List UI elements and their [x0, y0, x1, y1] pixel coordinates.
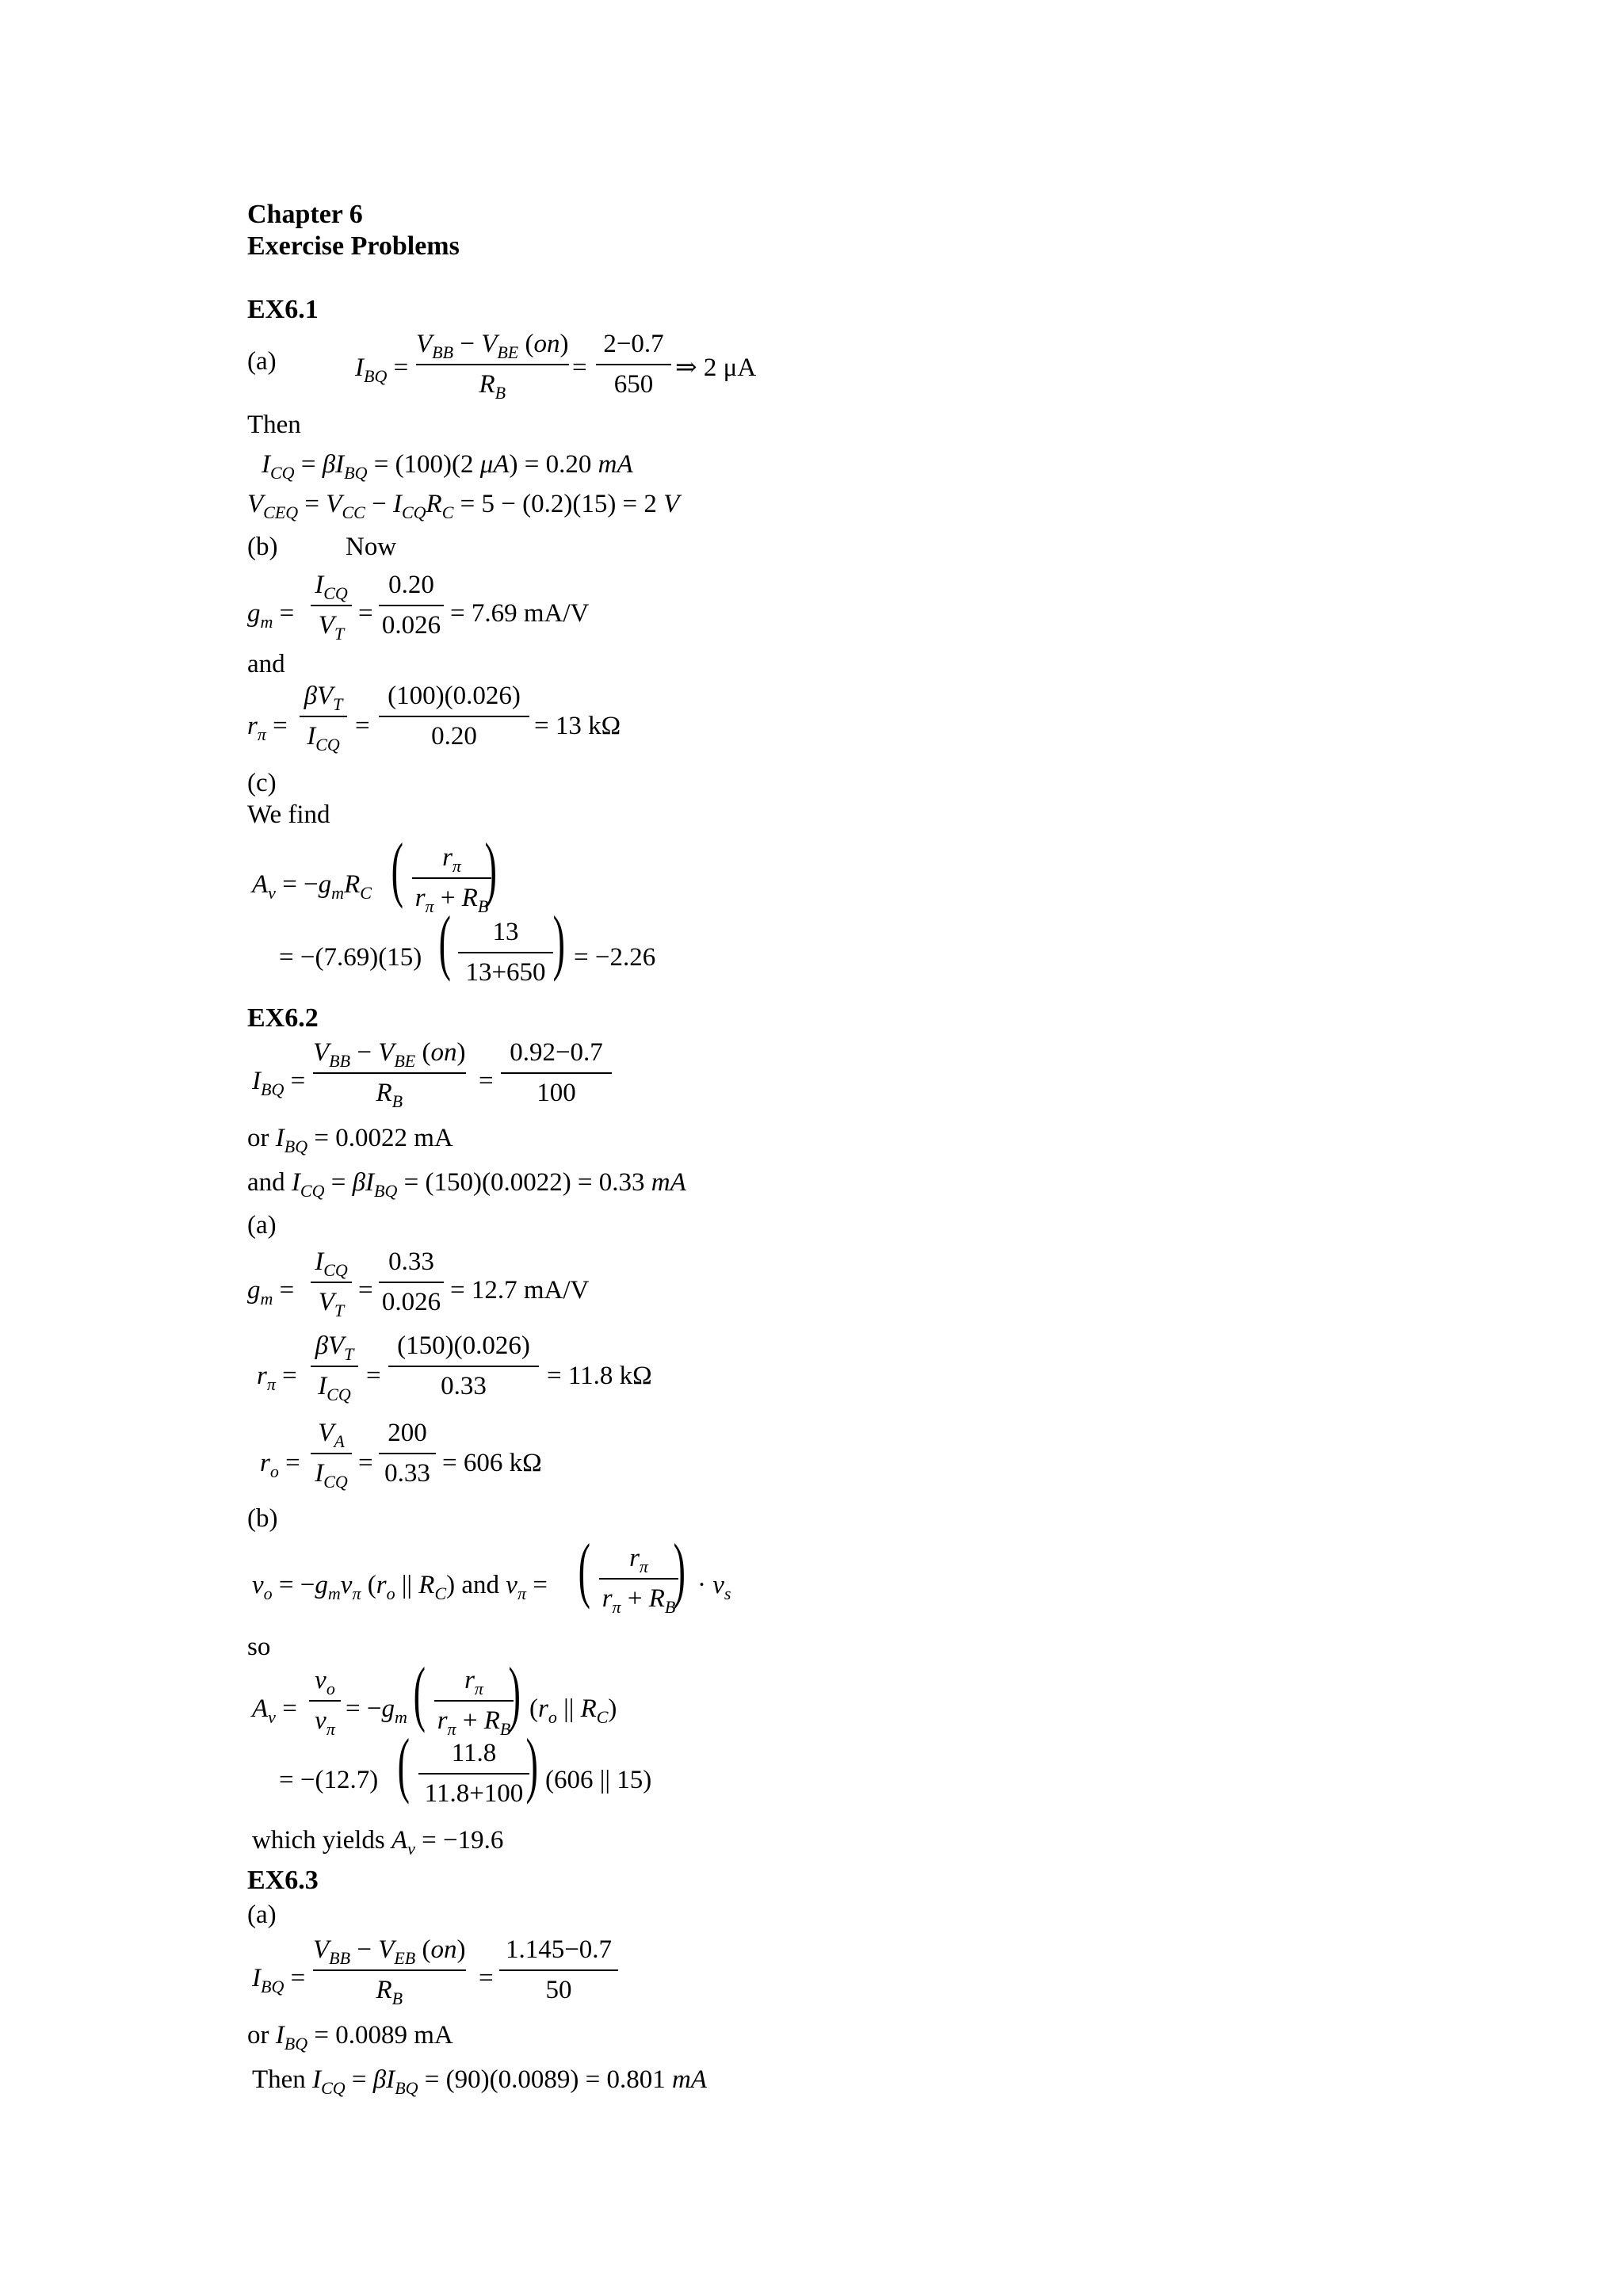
ex62-gm-lhs: $g_m$ = [247, 1276, 295, 1308]
ex62-ro-den: 0.33 [379, 1453, 436, 1487]
ex63-ibq-frac1: $V_{BB} - V_{EB}$ (on) $R_B$ [313, 1935, 466, 2008]
ex62-av-rparen: ) [508, 1652, 521, 1733]
ex62-or-ibq: 0.0022 mA [335, 1124, 453, 1152]
ex62-gm-frac2 [379, 1249, 444, 1316]
ex62-yields-line: which yields $A_v = -19.6$ [252, 1826, 504, 1859]
ex63-ibq-den: 50 [499, 1969, 618, 2004]
ex63-ibq-frac2 [499, 1937, 618, 2004]
ex61-gm-lhs: $g_m$ = [247, 599, 295, 632]
ex61-av-lhs: $A_v = -g_mR_C$ [252, 870, 372, 903]
ex61-gm-den: 0.026 [379, 605, 444, 639]
section-subtitle: Exercise Problems [247, 231, 460, 261]
ex62-av2-rparen: ) [525, 1724, 538, 1805]
ex61-ibq-den: 650 [596, 364, 671, 398]
ex61-b-label: (b) [247, 533, 278, 561]
ex62-ibq-lhs: $I_{BQ}$ = [252, 1067, 306, 1099]
ex62-ro-frac2 [379, 1420, 436, 1487]
ex61-icq-line: $I_{CQ} = \beta I_{BQ} = (100)(2$ μA) = 0.20 mA [262, 450, 633, 483]
ex61-av-pre: = −(7.69)(15) [279, 943, 422, 972]
ex61-gm-result: = 7.69 mA/V [450, 599, 590, 628]
ex62-gm-num: 0.33 [388, 1247, 434, 1276]
ex62-ro-frac1: $V_A$ $I_{CQ}$ [311, 1420, 352, 1487]
ex61-gm-num: 0.20 [388, 571, 434, 599]
ex62-ibq-eq: = [479, 1067, 494, 1095]
ex62-vpi-rparen: ) [673, 1529, 685, 1610]
ex61-a-label: (a) [247, 347, 277, 376]
ex62-title: EX6.2 [247, 1003, 319, 1033]
ex61-av-frac1: $\frac{r_\pi}{r_\pi + R_B}$ [412, 845, 491, 911]
ex61-rpi-lhs: $r_\pi$ = [247, 712, 288, 744]
ex62-av-frac-vo: $\frac{v_o}{v_\pi}$ [309, 1668, 341, 1734]
ex63-then-line: Then $I_{CQ} = \beta I_{BQ} = (90)(0.0089) = 0.801$ mA [252, 2065, 707, 2098]
ex61-ibq-result: ⇒ 2 μA [675, 353, 757, 382]
ex62-av-lhs: $A_v$ = [252, 1694, 297, 1727]
ex62-rpi-lhs: $r_\pi$ = [257, 1362, 297, 1394]
ex62-rpi-frac2 [388, 1333, 539, 1400]
ex61-av-den2: 13+650 [458, 952, 553, 986]
ex61-av-result: = −2.26 [574, 943, 656, 972]
ex62-vpi-frac: $\frac{r_\pi}{r_\pi + R_B}$ [599, 1545, 678, 1612]
ex62-av-post: (606 || 15) [545, 1766, 652, 1794]
ex61-then: Then [247, 411, 301, 439]
ex63-or-ibq: 0.0089 mA [335, 2021, 453, 2050]
ex62-vpi-lparen: ( [578, 1529, 590, 1610]
ex63-ibq-lhs: $I_{BQ}$ = [252, 1964, 306, 1996]
ex61-rpi-eq: = [355, 712, 370, 740]
ex61-av2-lparen: ( [438, 901, 451, 982]
ex62-ro-num: 200 [388, 1419, 427, 1447]
ex63-title: EX6.3 [247, 1866, 319, 1895]
ex61-c-label: (c) [247, 769, 277, 797]
ex61-gm-eq: = [358, 599, 373, 628]
ex62-gm-frac1: $I_{CQ}$ $V_T$ [311, 1249, 352, 1316]
ex61-we-find: We find [247, 800, 330, 829]
ex62-av-lparen: ( [413, 1652, 426, 1733]
ex62-ro-lhs: $r_o$ = [260, 1449, 300, 1481]
ex62-rpi-result: = 11.8 kΩ [547, 1362, 652, 1390]
ex62-ibq-frac1: $V_{BB} - V_{BE}$ (on) $R_B$ [313, 1038, 466, 1111]
ex61-rpi-frac2 [379, 683, 529, 750]
ex61-av-num2: 13 [492, 918, 519, 946]
ex61-eq: = [572, 353, 587, 382]
ex61-rpi-result: = 13 kΩ [534, 712, 621, 740]
ex61-gm-frac1: $I_{CQ}$ $V_T$ [311, 572, 352, 639]
ex62-av-den2: 11.8+100 [418, 1773, 529, 1807]
ex62-rpi-den: 0.33 [388, 1366, 539, 1400]
ex62-gm-result: = 12.7 mA/V [450, 1276, 590, 1305]
ex61-vceq-line: $V_{CEQ} = V_{CC} - I_{CQ}R_C = 5 - (0.2)(15) = 2$ V [247, 490, 680, 522]
ex62-av-pre: = −(12.7) [279, 1766, 379, 1794]
ex61-ibq-lhs: $I_{BQ}$ = [355, 353, 409, 386]
ex63-ibq-num: 1.145−0.7 [505, 1935, 613, 1964]
ex61-av-lparen: ( [391, 828, 403, 909]
ex62-av-num2: 11.8 [451, 1739, 497, 1767]
ex62-yields: which yields [252, 1826, 385, 1855]
ex61-av2-rparen: ) [552, 901, 565, 982]
ex62-av-frac1: $\frac{r_\pi}{r_\pi + R_B}$ [434, 1668, 514, 1734]
ex62-gm-den: 0.026 [379, 1282, 444, 1316]
ex62-ro-eq: = [358, 1449, 373, 1477]
ex62-rpi-frac1: $\beta V_T$ $I_{CQ}$ [311, 1333, 358, 1400]
ex61-ibq-frac2 [596, 331, 671, 398]
ex63-or-line: or $I_{BQ} = 0.0089$ mA [247, 2021, 453, 2053]
ex62-yields-val: = −19.6 [422, 1826, 504, 1855]
ex61-gm-frac2 [379, 572, 444, 639]
ex62-gm-eq: = [358, 1276, 373, 1305]
ex62-a-label: (a) [247, 1211, 277, 1240]
ex62-and-line: and $I_{CQ} = \beta I_{BQ} = (150)(0.0022) = 0.33$ mA [247, 1168, 686, 1201]
ex61-now: Now [346, 533, 397, 561]
ex62-ro-result: = 606 kΩ [442, 1449, 542, 1477]
ex62-so: so [247, 1633, 271, 1661]
ex62-vo-line: $v_o = -g_mv_\pi$ ($r_o$ || $R_C$) and $v_\pi$ = [252, 1571, 548, 1603]
ex62-av2-lparen: ( [397, 1724, 410, 1805]
ex62-ibq-num: 0.92−0.7 [510, 1038, 603, 1067]
ex62-av-gm: = $-g_m$ [346, 1694, 407, 1727]
ex62-av-frac2 [418, 1740, 529, 1807]
ex61-title: EX6.1 [247, 295, 319, 324]
ex61-ibq-frac1: $V_{BB} - V_{BE}$ (on) $R_B$ [416, 330, 569, 403]
ex62-av-ro: ($r_o$ || $R_C$) [529, 1694, 617, 1727]
ex63-ibq-eq: = [479, 1964, 494, 1992]
ex63-a-label: (a) [247, 1901, 277, 1929]
ex62-rpi-eq: = [366, 1362, 381, 1390]
ex62-b-label: (b) [247, 1504, 278, 1533]
ex61-ibq-num: 2−0.7 [603, 330, 664, 358]
ex62-or-line: or $I_{BQ} = 0.0022$ mA [247, 1124, 453, 1156]
ex61-rpi-frac1: $\beta V_T$ $I_{CQ}$ [300, 683, 347, 750]
ex61-rpi-num: (100)(0.026) [388, 682, 521, 710]
ex62-ibq-frac2 [501, 1040, 612, 1106]
ex61-av-rparen: ) [484, 828, 497, 909]
ex62-ibq-den: 100 [501, 1072, 612, 1106]
chapter-title: Chapter 6 [247, 200, 363, 229]
ex61-av-frac2 [458, 919, 553, 986]
ex61-rpi-den: 0.20 [379, 716, 529, 750]
ex61-and: and [247, 650, 285, 678]
ex62-vs: · $v_s$ [697, 1571, 731, 1603]
ex62-rpi-num: (150)(0.026) [397, 1331, 530, 1360]
